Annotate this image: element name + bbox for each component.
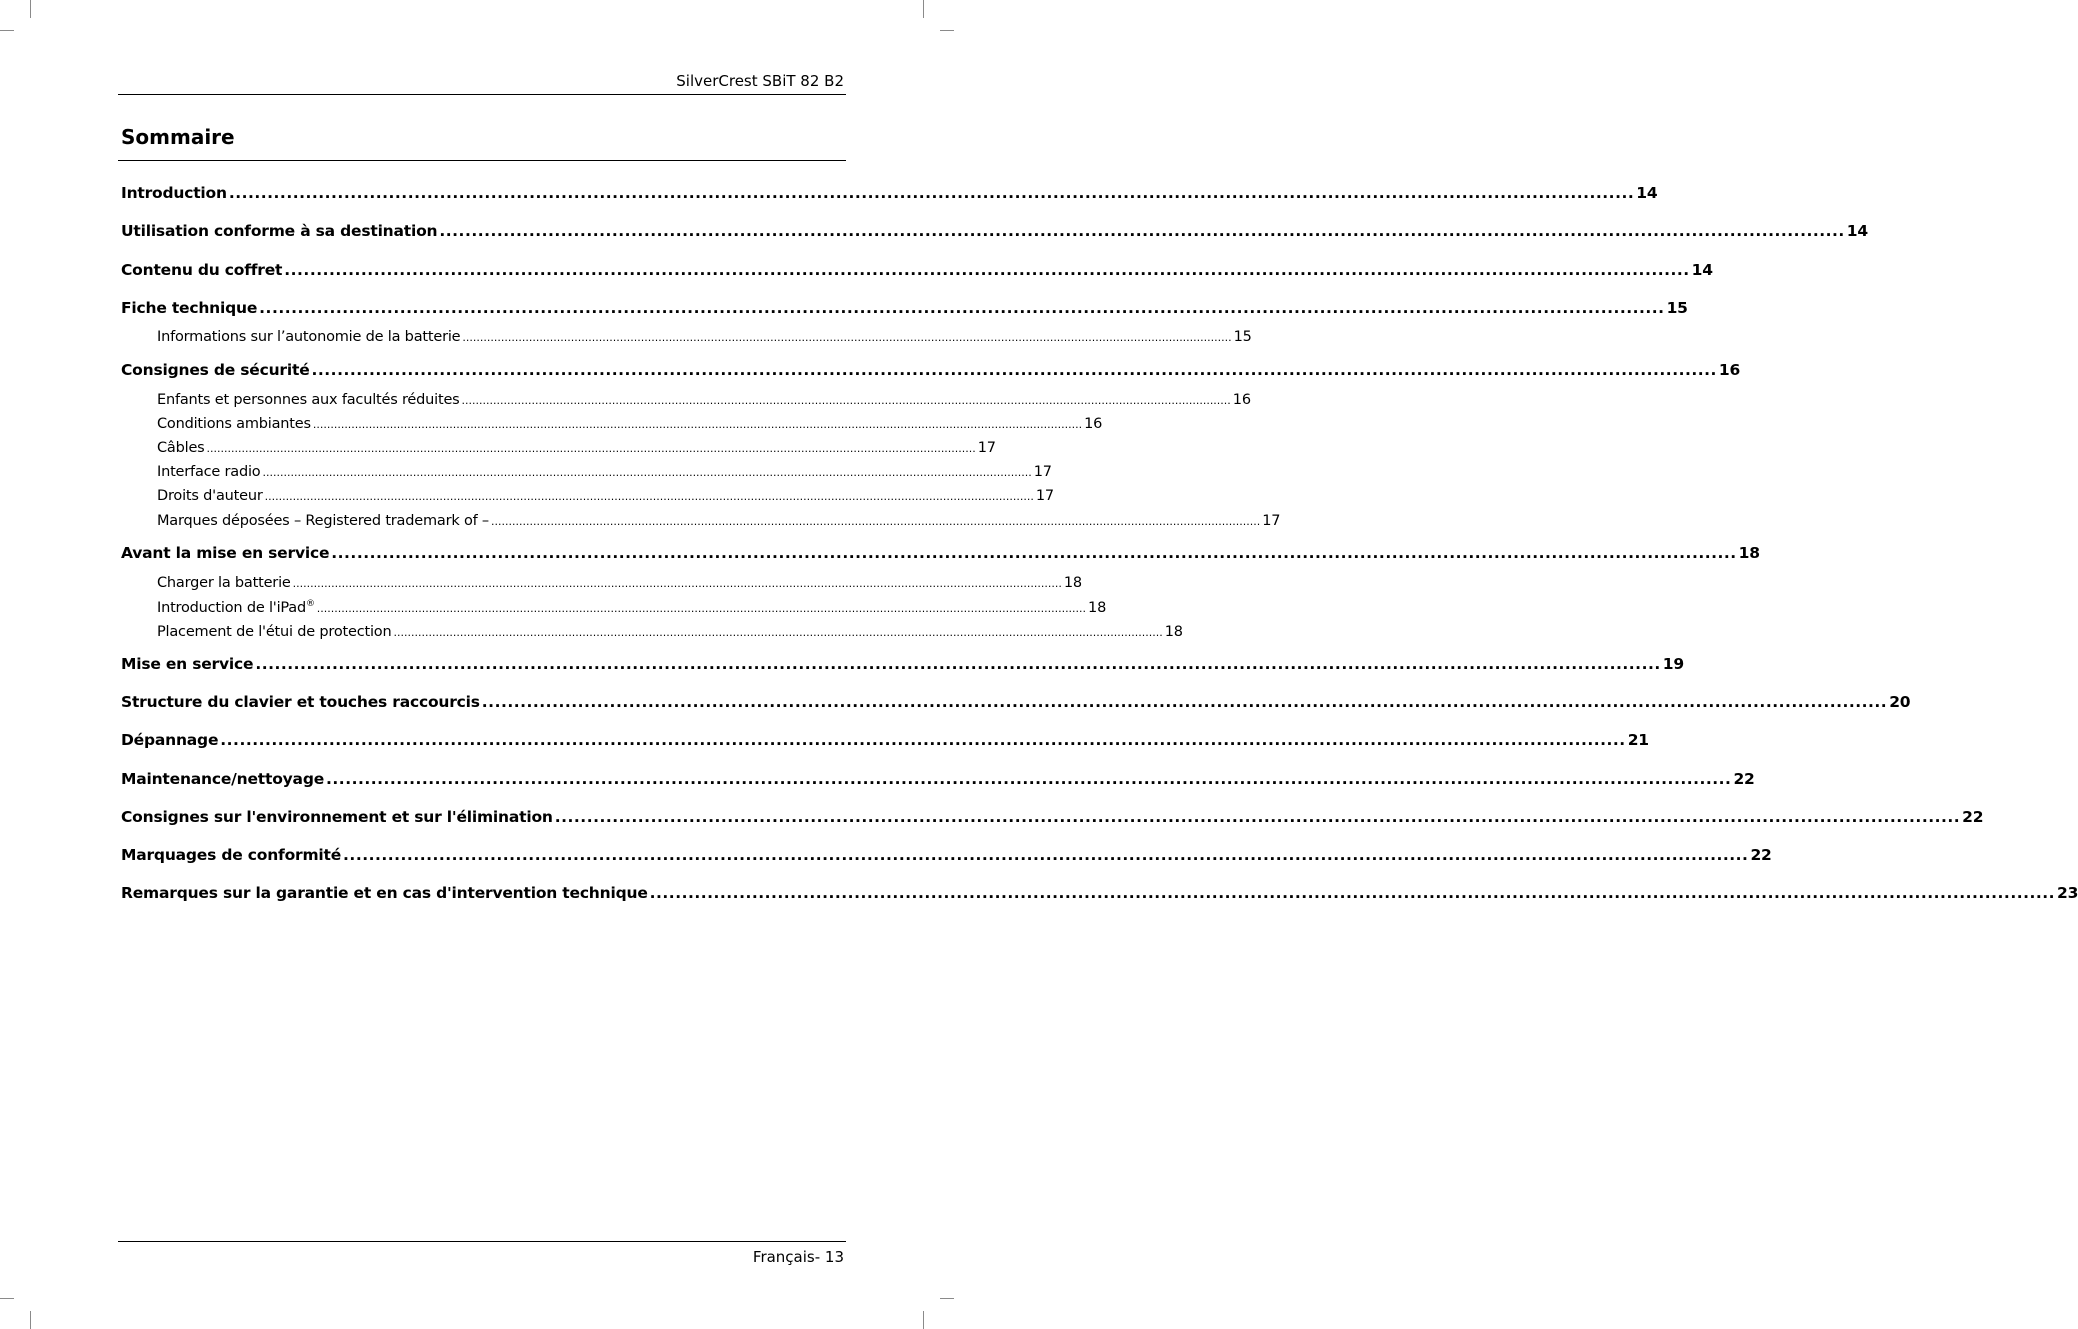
crop-mark bbox=[0, 1298, 14, 1299]
title-rule bbox=[118, 160, 846, 161]
toc-entry-label: Remarques sur la garantie et en cas d'intervention technique bbox=[121, 884, 648, 902]
toc-leader: ............................................................................................................................................................................................................................ bbox=[491, 515, 1261, 528]
toc-entry[interactable] bbox=[121, 299, 1688, 317]
toc-leader: ............................................................................................................................................................................................................................ bbox=[220, 731, 1626, 749]
crop-mark bbox=[940, 30, 954, 31]
toc-entry-label: Conditions ambiantes bbox=[157, 416, 311, 432]
toc-entry-page: 18 bbox=[1164, 624, 1183, 640]
toc-entry-label: Droits d'auteur bbox=[157, 488, 263, 504]
toc-entry-page: 17 bbox=[977, 440, 996, 456]
toc-entry-page: 16 bbox=[1718, 361, 1741, 379]
toc-leader: ............................................................................................................................................................................................................................ bbox=[481, 693, 1888, 711]
toc-entry-label: Consignes de sécurité bbox=[121, 361, 310, 379]
toc-entry[interactable] bbox=[121, 693, 1911, 711]
toc-entry-label: Maintenance/nettoyage bbox=[121, 770, 325, 788]
crop-mark bbox=[940, 1298, 954, 1299]
toc-entry-page: 18 bbox=[1063, 575, 1082, 591]
toc-entry-label: Marques déposées – Registered trademark of – bbox=[157, 513, 489, 529]
toc-entry[interactable] bbox=[121, 184, 1658, 202]
toc-leader: ............................................................................................................................................................................................................................ bbox=[228, 184, 1635, 202]
toc-entry-page: 23 bbox=[2057, 884, 2078, 902]
toc-entry-label: Consignes sur l'environnement et sur l'élimination bbox=[121, 808, 553, 826]
toc-entry-page: 22 bbox=[1733, 770, 1755, 788]
toc-leader: ............................................................................................................................................................................................................................ bbox=[316, 601, 1087, 615]
toc-subentry[interactable] bbox=[157, 329, 1252, 345]
toc-leader: ............................................................................................................................................................................................................................ bbox=[292, 577, 1062, 590]
page-title: Sommaire bbox=[121, 125, 235, 149]
toc-entry-label: Enfants et personnes aux facultés réduites bbox=[157, 392, 460, 408]
toc-entry-page: 15 bbox=[1233, 329, 1252, 345]
toc-leader: ............................................................................................................................................................................................................................ bbox=[262, 466, 1032, 479]
toc-entry-label: Charger la batterie bbox=[157, 575, 291, 591]
toc-entry-page: 17 bbox=[1035, 488, 1054, 504]
registered-mark: ® bbox=[305, 599, 315, 609]
toc-entry-page: 14 bbox=[1691, 261, 1713, 279]
toc-leader: ............................................................................................................................................................................................................................ bbox=[462, 331, 1232, 344]
toc-leader: ............................................................................................................................................................................................................................ bbox=[284, 261, 1690, 279]
toc-entry-page: 17 bbox=[1033, 464, 1052, 480]
toc-entry[interactable] bbox=[121, 770, 1755, 788]
toc-leader: ............................................................................................................................................................................................................................ bbox=[326, 770, 1732, 788]
crop-mark bbox=[923, 0, 924, 18]
toc-entry-label bbox=[157, 599, 315, 616]
toc-leader: ............................................................................................................................................................................................................................ bbox=[554, 808, 1961, 826]
toc-subentry[interactable] bbox=[157, 440, 996, 456]
toc-entry-page: 15 bbox=[1666, 299, 1688, 317]
toc-entry-label: Informations sur l’autonomie de la batterie bbox=[157, 329, 461, 345]
toc-leader: ............................................................................................................................................................................................................................ bbox=[439, 222, 1845, 240]
toc-entry[interactable] bbox=[121, 731, 1649, 749]
toc-subentry[interactable] bbox=[157, 575, 1082, 591]
toc-entry-label: Contenu du coffret bbox=[121, 261, 283, 279]
toc-leader: ............................................................................................................................................................................................................................ bbox=[255, 655, 1661, 673]
crop-mark bbox=[923, 1311, 924, 1329]
toc-entry-label: Utilisation conforme à sa destination bbox=[121, 222, 438, 240]
toc-leader: ............................................................................................................................................................................................................................ bbox=[311, 361, 1717, 379]
toc-entry-page: 22 bbox=[1750, 846, 1772, 864]
toc-subentry[interactable] bbox=[157, 416, 1103, 432]
page-number: Français- 13 bbox=[752, 1248, 844, 1266]
toc-subentry[interactable] bbox=[157, 392, 1251, 408]
toc-entry-label: Dépannage bbox=[121, 731, 219, 749]
footer-rule bbox=[118, 1241, 846, 1242]
toc-entry[interactable] bbox=[121, 846, 1772, 864]
toc-entry-label: Introduction bbox=[121, 184, 227, 202]
toc-entry[interactable] bbox=[121, 361, 1741, 379]
toc-subentry[interactable] bbox=[157, 464, 1052, 480]
toc-entry-label: Fiche technique bbox=[121, 299, 258, 317]
toc-leader: ............................................................................................................................................................................................................................ bbox=[343, 846, 1749, 864]
header-rule bbox=[118, 94, 846, 95]
toc-entry-label-text: Introduction de l'iPad bbox=[157, 599, 306, 616]
toc-entry-page: 14 bbox=[1636, 184, 1658, 202]
crop-mark bbox=[30, 0, 31, 18]
toc-subentry[interactable] bbox=[157, 599, 1107, 616]
crop-mark bbox=[0, 30, 14, 31]
toc-entry[interactable] bbox=[121, 222, 1868, 240]
toc-entry-label: Câbles bbox=[157, 440, 205, 456]
toc-entry-page: 14 bbox=[1846, 222, 1868, 240]
toc-entry-label: Avant la mise en service bbox=[121, 544, 330, 562]
toc-entry-page: 16 bbox=[1232, 392, 1251, 408]
toc-subentry[interactable] bbox=[157, 624, 1183, 640]
toc-leader: ............................................................................................................................................................................................................................ bbox=[649, 884, 2056, 902]
toc-leader: ............................................................................................................................................................................................................................ bbox=[259, 299, 1665, 317]
toc-leader: ............................................................................................................................................................................................................................ bbox=[264, 490, 1034, 503]
toc-entry-page: 19 bbox=[1662, 655, 1684, 673]
toc-leader: ............................................................................................................................................................................................................................ bbox=[331, 544, 1737, 562]
toc-entry-page: 18 bbox=[1738, 544, 1760, 562]
toc-entry[interactable] bbox=[121, 261, 1713, 279]
toc-entry-page: 17 bbox=[1262, 513, 1281, 529]
toc-leader: ............................................................................................................................................................................................................................ bbox=[461, 394, 1231, 407]
toc-subentry[interactable] bbox=[157, 513, 1281, 529]
toc-leader: ............................................................................................................................................................................................................................ bbox=[206, 442, 976, 455]
toc-entry-label: Placement de l'étui de protection bbox=[157, 624, 392, 640]
toc-entry[interactable] bbox=[121, 884, 2078, 902]
toc-leader: ............................................................................................................................................................................................................................ bbox=[312, 418, 1083, 431]
toc-entry-page: 21 bbox=[1627, 731, 1649, 749]
toc-entry-label: Structure du clavier et touches raccourcis bbox=[121, 693, 480, 711]
toc-entry-page: 20 bbox=[1889, 693, 1911, 711]
toc-entry-page: 18 bbox=[1088, 599, 1107, 616]
toc-entry-page: 16 bbox=[1084, 416, 1103, 432]
toc-entry-label: Interface radio bbox=[157, 464, 261, 480]
toc-entry-page: 22 bbox=[1962, 808, 1984, 826]
toc-entry-label: Mise en service bbox=[121, 655, 254, 673]
toc-entry[interactable] bbox=[121, 655, 1684, 673]
toc-subentry[interactable] bbox=[157, 488, 1054, 504]
toc-entry-label: Marquages de conformité bbox=[121, 846, 342, 864]
toc-entry[interactable] bbox=[121, 544, 1760, 562]
crop-mark bbox=[30, 1311, 31, 1329]
running-header: SilverCrest SBiT 82 B2 bbox=[676, 72, 844, 90]
toc-leader: ............................................................................................................................................................................................................................ bbox=[393, 626, 1163, 639]
toc-entry[interactable] bbox=[121, 808, 1984, 826]
